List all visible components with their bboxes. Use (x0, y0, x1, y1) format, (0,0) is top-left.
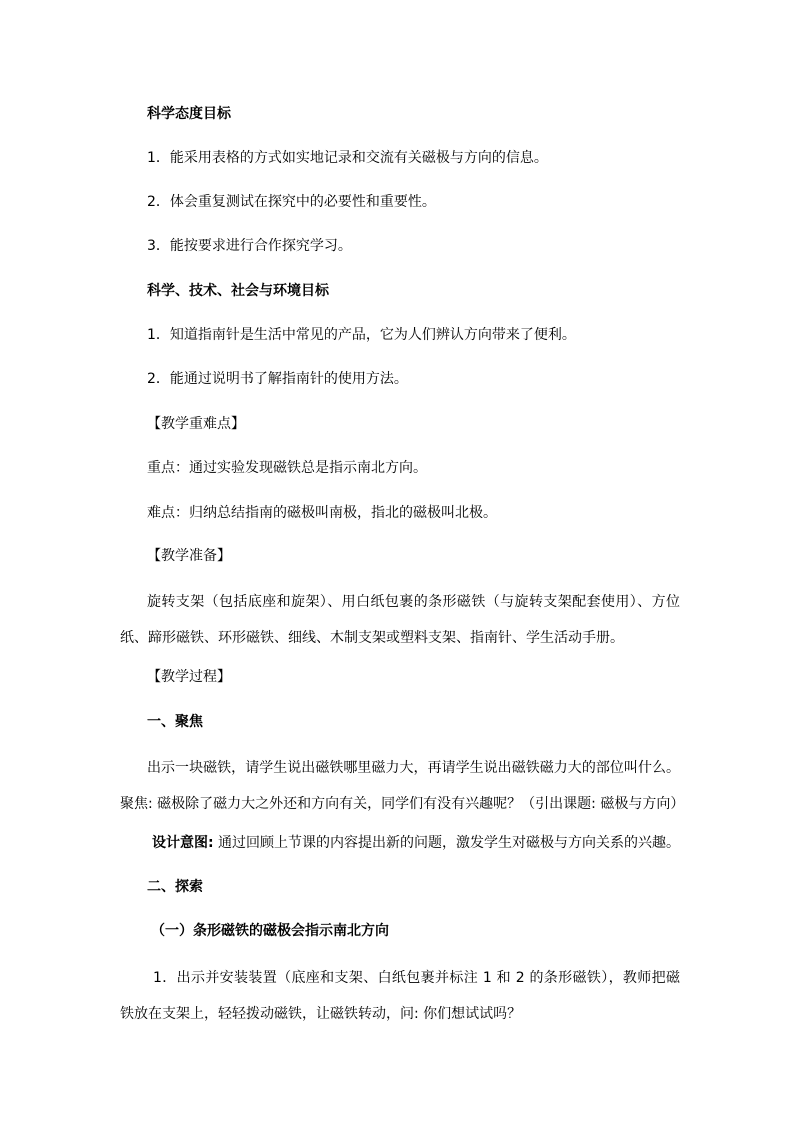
focus-text: 出示一块磁铁，请学生说出磁铁哪里磁力大，再请学生说出磁铁磁力大的部位叫什么。聚焦: 磁极除了磁力大之外还和方向有关，同学们有没有兴趣呢？（引出课题: 磁极与方向） (120, 760, 685, 812)
attitude-item-2: 2．体会重复测试在探究中的必要性和重要性。 (147, 194, 436, 210)
stse-heading: 科学、技术、社会与环境目标 (147, 283, 329, 299)
explore-sub-heading: （一）条形磁铁的磁极会指示南北方向 (151, 923, 389, 939)
design-label: 设计意图: (152, 835, 214, 851)
stse-item-2: 2．能通过说明书了解指南针的使用方法。 (147, 371, 408, 387)
difficult-point: 难点：归纳总结指南的磁极叫南极，指北的磁极叫北极。 (147, 505, 497, 521)
design-text: 通过回顾上节课的内容提出新的问题，激发学生对磁极与方向关系的兴趣。 (213, 835, 681, 851)
explore-item-1: 1．出示并安装装置（底座和支架、白纸包裹并标注 1 和 2 的条形磁铁），教师把磁铁放在支架上，轻轻拨动磁铁，让磁铁转动，问: 你们想试试吗？ (120, 970, 680, 1022)
prep-heading: 【教学准备】 (147, 548, 231, 564)
process-heading: 【教学过程】 (147, 669, 231, 685)
focus-heading: 一、聚焦 (147, 714, 203, 730)
attitude-heading: 科学态度目标 (147, 106, 231, 122)
key-point: 重点：通过实验发现磁铁总是指示南北方向。 (147, 460, 427, 476)
prep-text: 旋转支架（包括底座和旋架）、用白纸包裹的条形磁铁（与旋转支架配套使用）、方位纸、蹄形磁铁、环形磁铁、细线、木制支架或塑料支架、指南针、学生活动手册。 (120, 594, 680, 646)
attitude-item-3: 3．能按要求进行合作探究学习。 (147, 238, 352, 254)
key-points-heading: 【教学重难点】 (147, 416, 245, 432)
attitude-item-1: 1．能采用表格的方式如实地记录和交流有关磁极与方向的信息。 (147, 150, 548, 166)
explore-heading: 二、探索 (147, 879, 203, 895)
stse-item-1: 1．知道指南针是生活中常见的产品，它为人们辨认方向带来了便利。 (147, 327, 576, 343)
design-intent (152, 833, 680, 853)
